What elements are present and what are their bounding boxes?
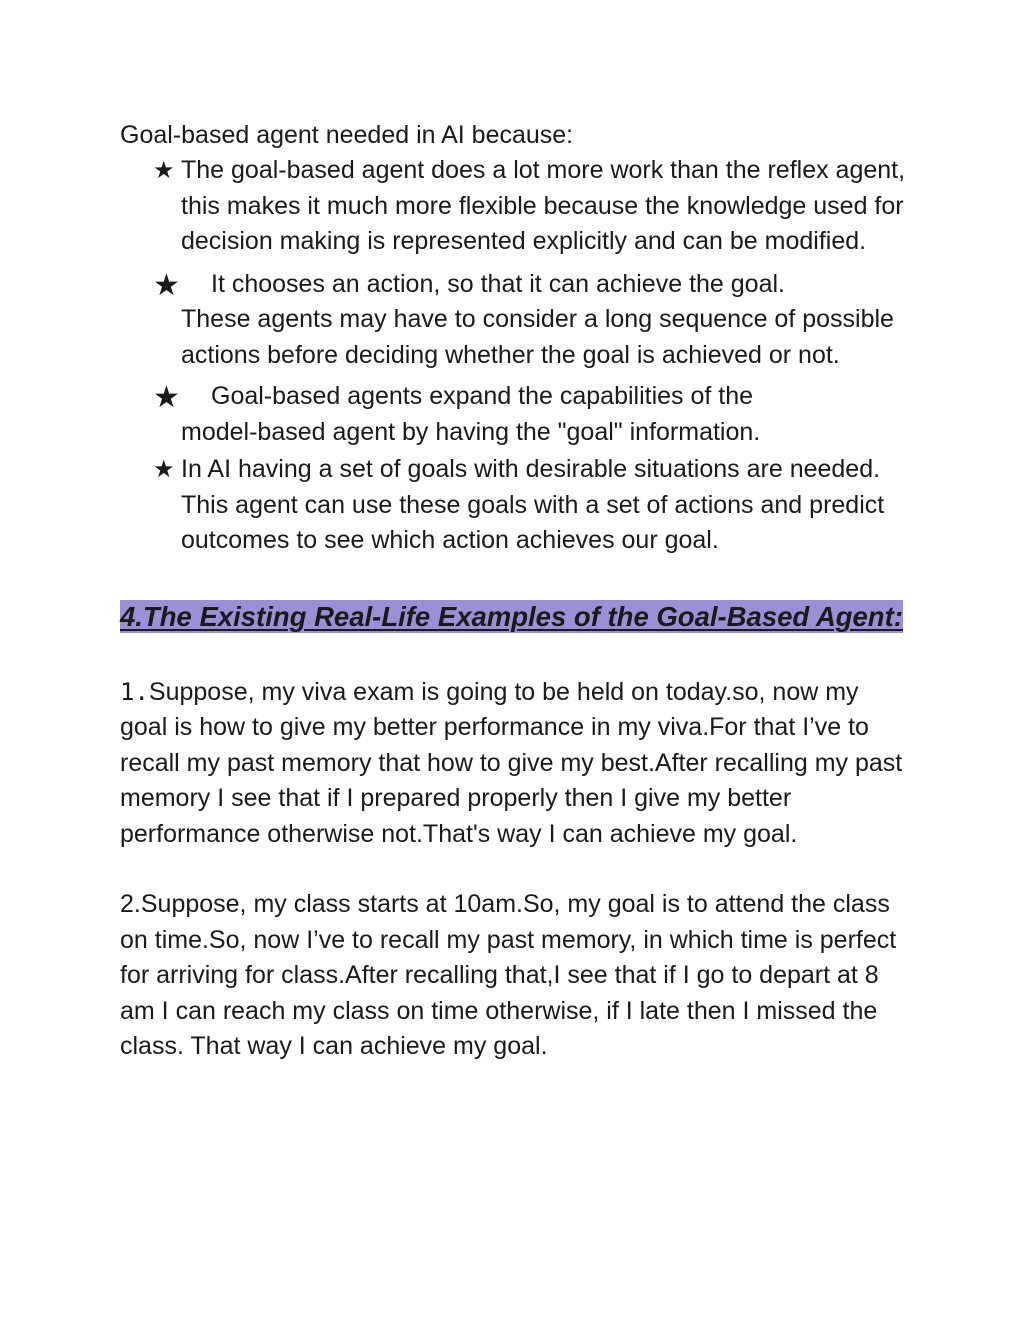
star-icon: ★ (153, 267, 180, 303)
section-heading-text: 4.The Existing Real-Life Examples of the Goal-Based Agent: (120, 600, 903, 632)
example-paragraph-1 (120, 675, 910, 853)
example-text: Suppose, my class starts at 10am.So, my goal is to attend the class on time.So, now I’ve to recall my past memory, in which time is perfect for arriving for class.After recalling that,I see that if I go to depart at 8 am I can reach my class on time otherwise, if I late then I missed the class. That way I can achieve my goal. (120, 890, 897, 1060)
star-icon: ★ (153, 455, 175, 483)
example-text: Suppose, my viva exam is going to be held on today.so, now my goal is how to give my better performance in my viva.For that I’ve to recall my past memory that how to give my best.After recalling my past memory I see that if I prepared properly then I give my better performance otherwise not.That's way I can achieve my goal. (120, 677, 903, 848)
bullet-text: Goal-based agents expand the capabilities of the (211, 382, 754, 410)
bullet-text: It chooses an action, so that it can achieve the goal. (211, 269, 785, 298)
example-paragraph-2 (120, 887, 910, 1065)
example-number: 2. (120, 890, 141, 918)
list-item (120, 153, 910, 260)
list-item (120, 379, 910, 450)
list-item (120, 452, 910, 559)
bullet-text: The goal-based agent does a lot more work than the reflex agent, this makes it much more flexible because the knowledge used for decision making is represented explicitly and can be modified. (181, 156, 906, 255)
document-page (120, 118, 910, 1065)
reasons-list (120, 153, 910, 559)
list-item (120, 267, 910, 374)
section-heading (120, 597, 910, 637)
star-icon: ★ (153, 156, 175, 184)
bullet-text-continued: These agents may have to consider a long sequence of possible actions before deciding whether the goal is achieved or not. (181, 305, 894, 369)
bullet-text: In AI having a set of goals with desirable situations are needed. This agent can use these goals with a set of actions and predict outcomes to see which action achieves our goal. (181, 455, 885, 554)
example-number: 1. (120, 677, 149, 706)
bullet-text-continued: model-based agent by having the "goal" information. (181, 417, 761, 446)
intro-text: Goal-based agent needed in AI because: (120, 121, 574, 149)
star-icon: ★ (153, 380, 180, 415)
